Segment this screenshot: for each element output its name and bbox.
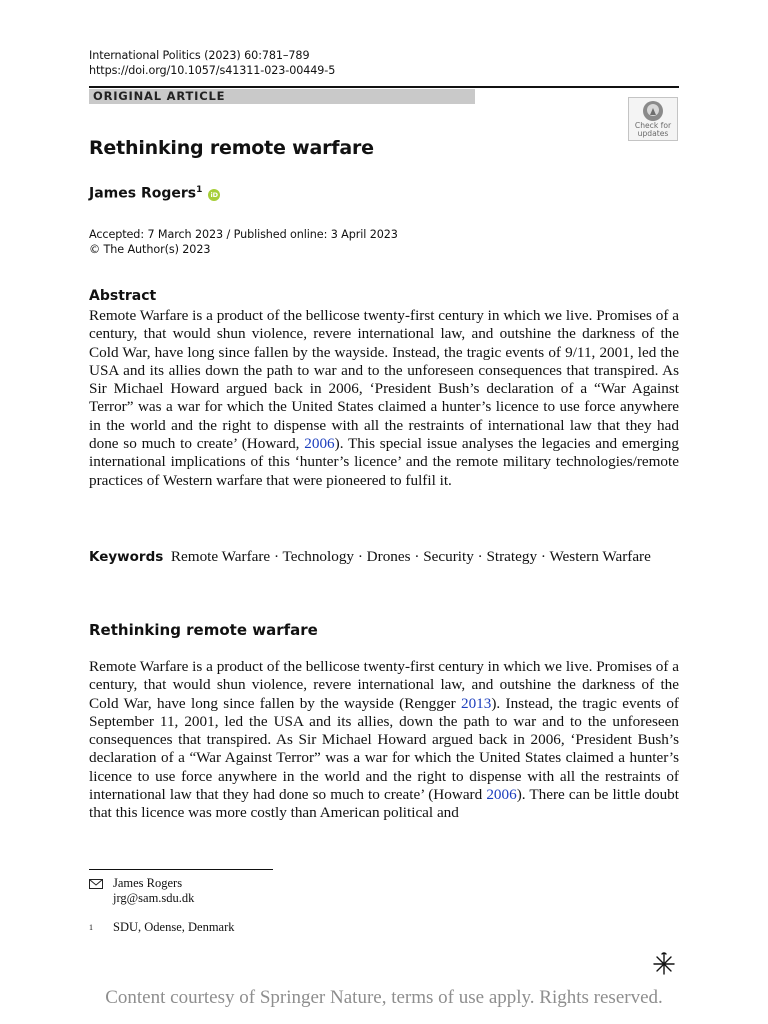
- copyright-line: © The Author(s) 2023: [89, 242, 211, 256]
- body-text-2: ). Instead, the tragic events of September 11, 2001, led the USA and its allies, down the path to war and to the unforeseen consequences that transpired. As Sir Michael Howard argued back in 2006, ‘President Bush’s declaration of a “War Against Terror” was a war for which the United States claimed a hunter’s licence to use force anywhere in the world and the right to dispense with all the restraints of international law that they had done so much to create’ (Howard: [89, 694, 679, 804]
- keywords-line: [89, 548, 679, 566]
- body-paragraph: [89, 658, 679, 823]
- article-type-label: ORIGINAL ARTICLE: [89, 89, 475, 104]
- check-for-updates-badge[interactable]: [628, 97, 678, 141]
- author-line: [89, 185, 220, 202]
- contact-email[interactable]: jrg@sam.sdu.dk: [113, 891, 195, 905]
- keywords-list: Remote Warfare · Technology · Drones · Security · Strategy · Western Warfare: [170, 548, 651, 565]
- abstract-heading: Abstract: [89, 288, 157, 304]
- citation-link-howard-2006-body[interactable]: 2006: [486, 786, 517, 804]
- keywords-label: Keywords: [89, 549, 164, 565]
- abstract-text: [89, 307, 679, 490]
- publication-dates: [89, 228, 398, 257]
- dates-line: Accepted: 7 March 2023 / Published online: 3 April 2023: [89, 228, 398, 241]
- body-text-1: Remote Warfare is a product of the bellicose twenty-first century in which we live. Promises of a century, that would shun violence, revere international law, and outshine the darkness of the Cold War, have long since fallen by the wayside (Rengger: [89, 658, 679, 712]
- section-heading: Rethinking remote warfare: [89, 621, 318, 639]
- body-text-3: ). There can be little doubt that this licence was more costly than American political and: [89, 786, 679, 822]
- article-title: Rethinking remote warfare: [89, 137, 374, 159]
- author-affil-mark: 1: [196, 185, 203, 195]
- check-updates-line1: Check for: [634, 121, 672, 130]
- contact-name: James Rogers: [113, 876, 183, 890]
- springer-horse-icon: [650, 951, 678, 982]
- doi-link[interactable]: https://doi.org/10.1057/s41311-023-00449-5: [89, 63, 336, 77]
- envelope-icon: [89, 876, 105, 893]
- author-name[interactable]: James Rogers: [89, 185, 197, 202]
- header-rule: [89, 86, 679, 88]
- affiliation-number: 1: [89, 923, 93, 932]
- abstract-text-after: ). This special issue analyses the legacies and emerging international implications of this ‘hunter’s licence’ and the remote military technologies/remote practices of Western warfare that were pioneered to fulfil it.: [89, 435, 679, 489]
- orcid-icon[interactable]: iD: [208, 189, 220, 201]
- check-updates-line2: updates: [637, 129, 669, 138]
- citation-link-rengger-2013[interactable]: 2013: [460, 694, 492, 712]
- journal-line: International Politics (2023) 60:781–789: [89, 49, 310, 62]
- affiliation-text: SDU, Odense, Denmark: [113, 920, 235, 934]
- check-updates-icon: [642, 100, 664, 122]
- abstract-text-before: Remote Warfare is a product of the bellicose twenty-first century in which we live. Promises of a century, that would shun violence, revere international law, and outshine the darkness of the Cold War, have long since fallen by the wayside. Instead, the tragic events of 9/11, 2001, led the USA and its allies down the path to war and to the unforeseen consequences that transpired. As Sir Michael Howard argued back in 2006, ‘President Bush’s declaration of a “War Against Terror” was a war for which the United States claimed a hunter’s licence to use force anywhere in the world and the right to dispense with all the restraints of international law that they had done so much to create’ (Howard,: [89, 307, 679, 453]
- courtesy-watermark: Content courtesy of Springer Nature, terms of use apply. Rights reserved.: [105, 987, 663, 1008]
- footnote-rule: [89, 869, 273, 870]
- journal-citation: [89, 49, 335, 78]
- citation-link-howard-2006[interactable]: 2006: [304, 435, 335, 453]
